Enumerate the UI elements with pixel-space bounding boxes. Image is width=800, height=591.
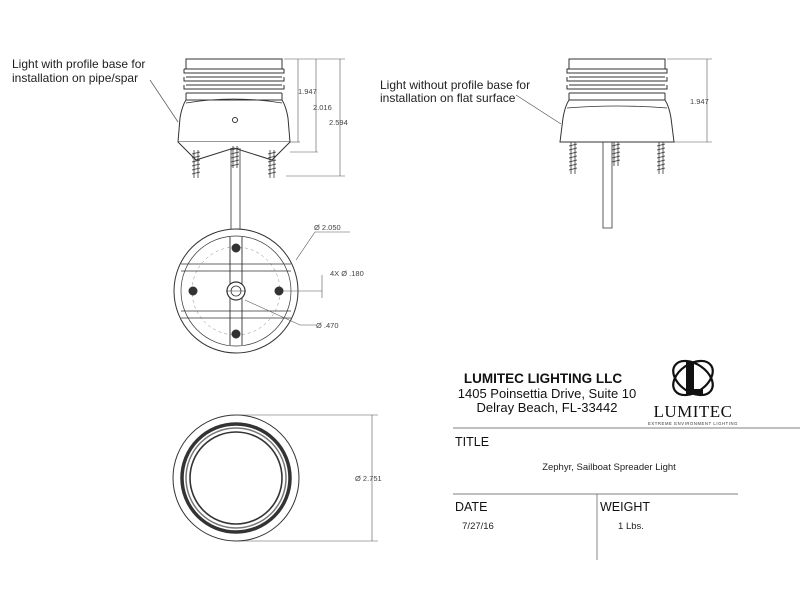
callout-left-leader bbox=[150, 80, 178, 122]
side-view-profile-base bbox=[178, 59, 290, 230]
lumitec-logo bbox=[648, 354, 738, 426]
dim-left-height-short: 1.947 bbox=[298, 87, 317, 96]
title-block-lines bbox=[453, 428, 800, 560]
callout-right-line1: Light without profile base for bbox=[380, 78, 531, 92]
title-value: Zephyr, Sailboat Spreader Light bbox=[542, 462, 676, 473]
dim-base-diameter: Ø 2.050 bbox=[314, 223, 341, 232]
weight-value: 1 Lbs. bbox=[618, 521, 644, 532]
company-name: LUMITEC LIGHTING LLC bbox=[463, 371, 623, 386]
dim-right-height: 1.947 bbox=[690, 97, 709, 106]
side-view-flat-base bbox=[560, 59, 674, 228]
dim-left-height-total: 2.594 bbox=[329, 118, 348, 127]
company-info bbox=[458, 371, 637, 415]
callout-left-line1: Light with profile base for bbox=[12, 57, 146, 71]
date-label: DATE bbox=[455, 500, 488, 514]
logo-wordmark: LUMITEC bbox=[653, 402, 733, 421]
bottom-view bbox=[174, 229, 298, 353]
callout-right-line2: installation on flat surface bbox=[380, 91, 516, 105]
dim-left-height-mid: 2.016 bbox=[313, 103, 332, 112]
title-label: TITLE bbox=[455, 435, 490, 449]
dim-lens-diameter: Ø 2.751 bbox=[355, 474, 382, 483]
callout-left-line2: installation on pipe/spar bbox=[12, 71, 139, 85]
company-address-line2: Delray Beach, FL-33442 bbox=[476, 400, 618, 415]
date-value: 7/27/16 bbox=[462, 521, 494, 532]
weight-label: WEIGHT bbox=[600, 500, 650, 514]
dim-hole-diameter: 4X Ø .180 bbox=[330, 269, 364, 278]
dim-center-diameter: Ø .470 bbox=[316, 321, 339, 330]
company-address-line1: 1405 Poinsettia Drive, Suite 10 bbox=[457, 386, 637, 401]
logo-tagline: EXTREME ENVIRONMENT LIGHTING bbox=[647, 421, 739, 426]
top-view-lens bbox=[173, 415, 299, 541]
callout-right-leader bbox=[516, 95, 561, 124]
